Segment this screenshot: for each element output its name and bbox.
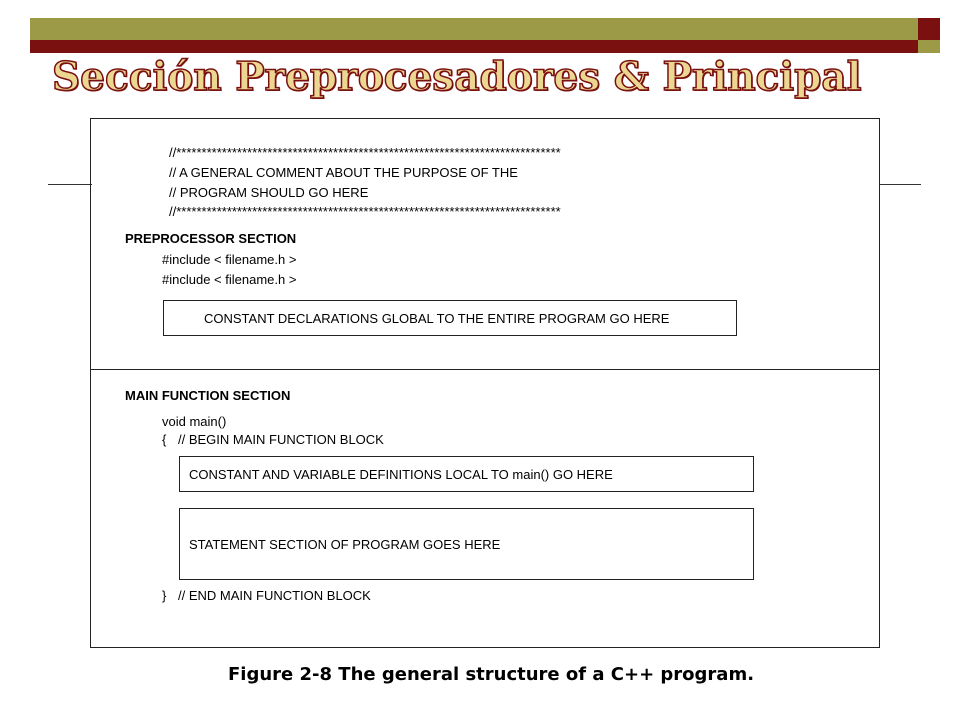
definitions-box-label: CONSTANT AND VARIABLE DEFINITIONS LOCAL TO main() GO HERE (189, 467, 613, 482)
header-square-maroon (918, 18, 940, 40)
comment-line: //**************************************************************************** (169, 204, 561, 219)
figure-caption: Figure 2-8 The general structure of a C++ program. (228, 664, 755, 685)
comment-line: // A GENERAL COMMENT ABOUT THE PURPOSE OF THE (169, 165, 518, 180)
end-comment: // END MAIN FUNCTION BLOCK (178, 588, 371, 603)
header-bar-olive (30, 18, 918, 40)
definitions-box (179, 456, 754, 492)
rule-right (879, 184, 921, 185)
constants-box-label: CONSTANT DECLARATIONS GLOBAL TO THE ENTIRE PROGRAM GO HERE (204, 311, 670, 326)
header-bar-maroon (30, 40, 918, 53)
constants-box (163, 300, 737, 336)
close-brace: } (162, 588, 167, 603)
section-divider (91, 369, 879, 370)
preprocessor-heading: PREPROCESSOR SECTION (125, 231, 297, 246)
main-heading: MAIN FUNCTION SECTION (125, 388, 291, 403)
begin-comment: // BEGIN MAIN FUNCTION BLOCK (178, 432, 384, 447)
open-brace: { (162, 432, 167, 447)
include-line: #include < filename.h > (162, 252, 297, 267)
rule-left (48, 184, 92, 185)
include-line: #include < filename.h > (162, 272, 297, 287)
comment-line: //**************************************************************************** (169, 145, 561, 160)
main-signature: void main() (162, 414, 227, 429)
header-square-olive (918, 40, 940, 53)
statements-box-label: STATEMENT SECTION OF PROGRAM GOES HERE (189, 537, 501, 552)
program-structure-figure (90, 118, 880, 648)
comment-line: // PROGRAM SHOULD GO HERE (169, 185, 369, 200)
slide-title: Sección Preprocesadores & Principal (52, 54, 862, 100)
statements-box (179, 508, 754, 580)
